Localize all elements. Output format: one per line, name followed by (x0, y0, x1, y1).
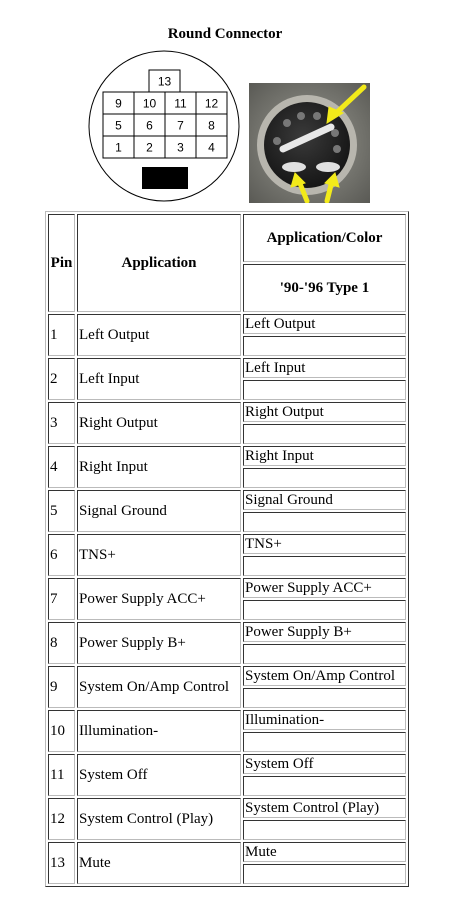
diagram-pin-label: 3 (177, 140, 184, 155)
table-row (48, 666, 406, 686)
pin-number: 6 (48, 534, 75, 576)
wire-color-cell (243, 468, 406, 488)
pin-number: 7 (48, 578, 75, 620)
pin-application-color: Illumination- (243, 710, 406, 730)
connector-photo (249, 83, 370, 203)
header-type: '90-'96 Type 1 (243, 264, 406, 312)
pin-number: 13 (48, 842, 75, 884)
wire-color-cell (243, 336, 406, 356)
diagram-pin-label: 9 (115, 96, 122, 111)
table-row (48, 754, 406, 774)
table-row (48, 710, 406, 730)
diagram-pin-label: 12 (204, 96, 219, 111)
wire-color-cell (243, 380, 406, 400)
diagram-pin-label: 6 (146, 118, 153, 133)
pin-number: 8 (48, 622, 75, 664)
header-application-color: Application/Color (243, 214, 406, 262)
pin-application: Mute (77, 842, 241, 884)
pin-application: System On/Amp Control (77, 666, 241, 708)
page-title: Round Connector (167, 26, 283, 42)
pin-application-color: Left Input (243, 358, 406, 378)
connector-key (142, 167, 188, 189)
wire-color-cell (243, 424, 406, 444)
wire-color-cell (243, 512, 406, 532)
diagram-pin-label: 10 (142, 96, 157, 111)
pin-application: System Control (Play) (77, 798, 241, 840)
wire-color-cell (243, 556, 406, 576)
pin-application-color: System Control (Play) (243, 798, 406, 818)
pin-number: 3 (48, 402, 75, 444)
pin-application-color: Power Supply ACC+ (243, 578, 406, 598)
table-row (48, 358, 406, 378)
pin-application-color: TNS+ (243, 534, 406, 554)
wire-color-cell (243, 644, 406, 664)
pin-number: 12 (48, 798, 75, 840)
pin-number: 9 (48, 666, 75, 708)
table-row (48, 622, 406, 642)
table-row (48, 314, 406, 334)
pin-number: 1 (48, 314, 75, 356)
pin-application-color: Right Input (243, 446, 406, 466)
pin-application-color: Power Supply B+ (243, 622, 406, 642)
diagram-pin-label: 8 (208, 118, 215, 133)
pin-application-color: Signal Ground (243, 490, 406, 510)
table-row (48, 534, 406, 554)
wire-color-cell (243, 600, 406, 620)
diagram-pin-label: 2 (146, 140, 153, 155)
diagram-pin-label: 11 (174, 96, 187, 111)
wire-color-cell (243, 688, 406, 708)
table-row (48, 402, 406, 422)
wire-color-cell (243, 732, 406, 752)
pin-number: 11 (48, 754, 75, 796)
diagram-pin-label: 13 (157, 74, 172, 89)
pin-application: Power Supply B+ (77, 622, 241, 664)
connector-pinout-diagram (88, 50, 240, 202)
diagram-pin-label: 1 (115, 140, 122, 155)
pin-application: Left Output (77, 314, 241, 356)
pin-application: TNS+ (77, 534, 241, 576)
pin-application-color: Mute (243, 842, 406, 862)
pin-number: 10 (48, 710, 75, 752)
pin-number: 2 (48, 358, 75, 400)
diagram-pin-label: 4 (208, 140, 215, 155)
wire-color-cell (243, 820, 406, 840)
pin-application-color: Right Output (243, 402, 406, 422)
table-row (48, 798, 406, 818)
diagram-pin-label: 7 (177, 118, 184, 133)
table-row (48, 578, 406, 598)
pin-application-color: Left Output (243, 314, 406, 334)
table-row (48, 490, 406, 510)
pin-number: 4 (48, 446, 75, 488)
pin-application: Illumination- (77, 710, 241, 752)
pin-application: Power Supply ACC+ (77, 578, 241, 620)
pin-application: Right Input (77, 446, 241, 488)
header-application: Application (77, 214, 241, 312)
wire-color-cell (243, 776, 406, 796)
table-row (48, 842, 406, 862)
pin-application-color: System On/Amp Control (243, 666, 406, 686)
pin-application: System Off (77, 754, 241, 796)
pin-application: Signal Ground (77, 490, 241, 532)
pin-application: Left Input (77, 358, 241, 400)
pin-number: 5 (48, 490, 75, 532)
pin-application-color: System Off (243, 754, 406, 774)
wire-color-cell (243, 864, 406, 884)
table-row (48, 446, 406, 466)
pinout-table (45, 211, 409, 887)
pin-application: Right Output (77, 402, 241, 444)
header-pin: Pin (48, 214, 75, 312)
diagram-pin-label: 5 (115, 118, 122, 133)
